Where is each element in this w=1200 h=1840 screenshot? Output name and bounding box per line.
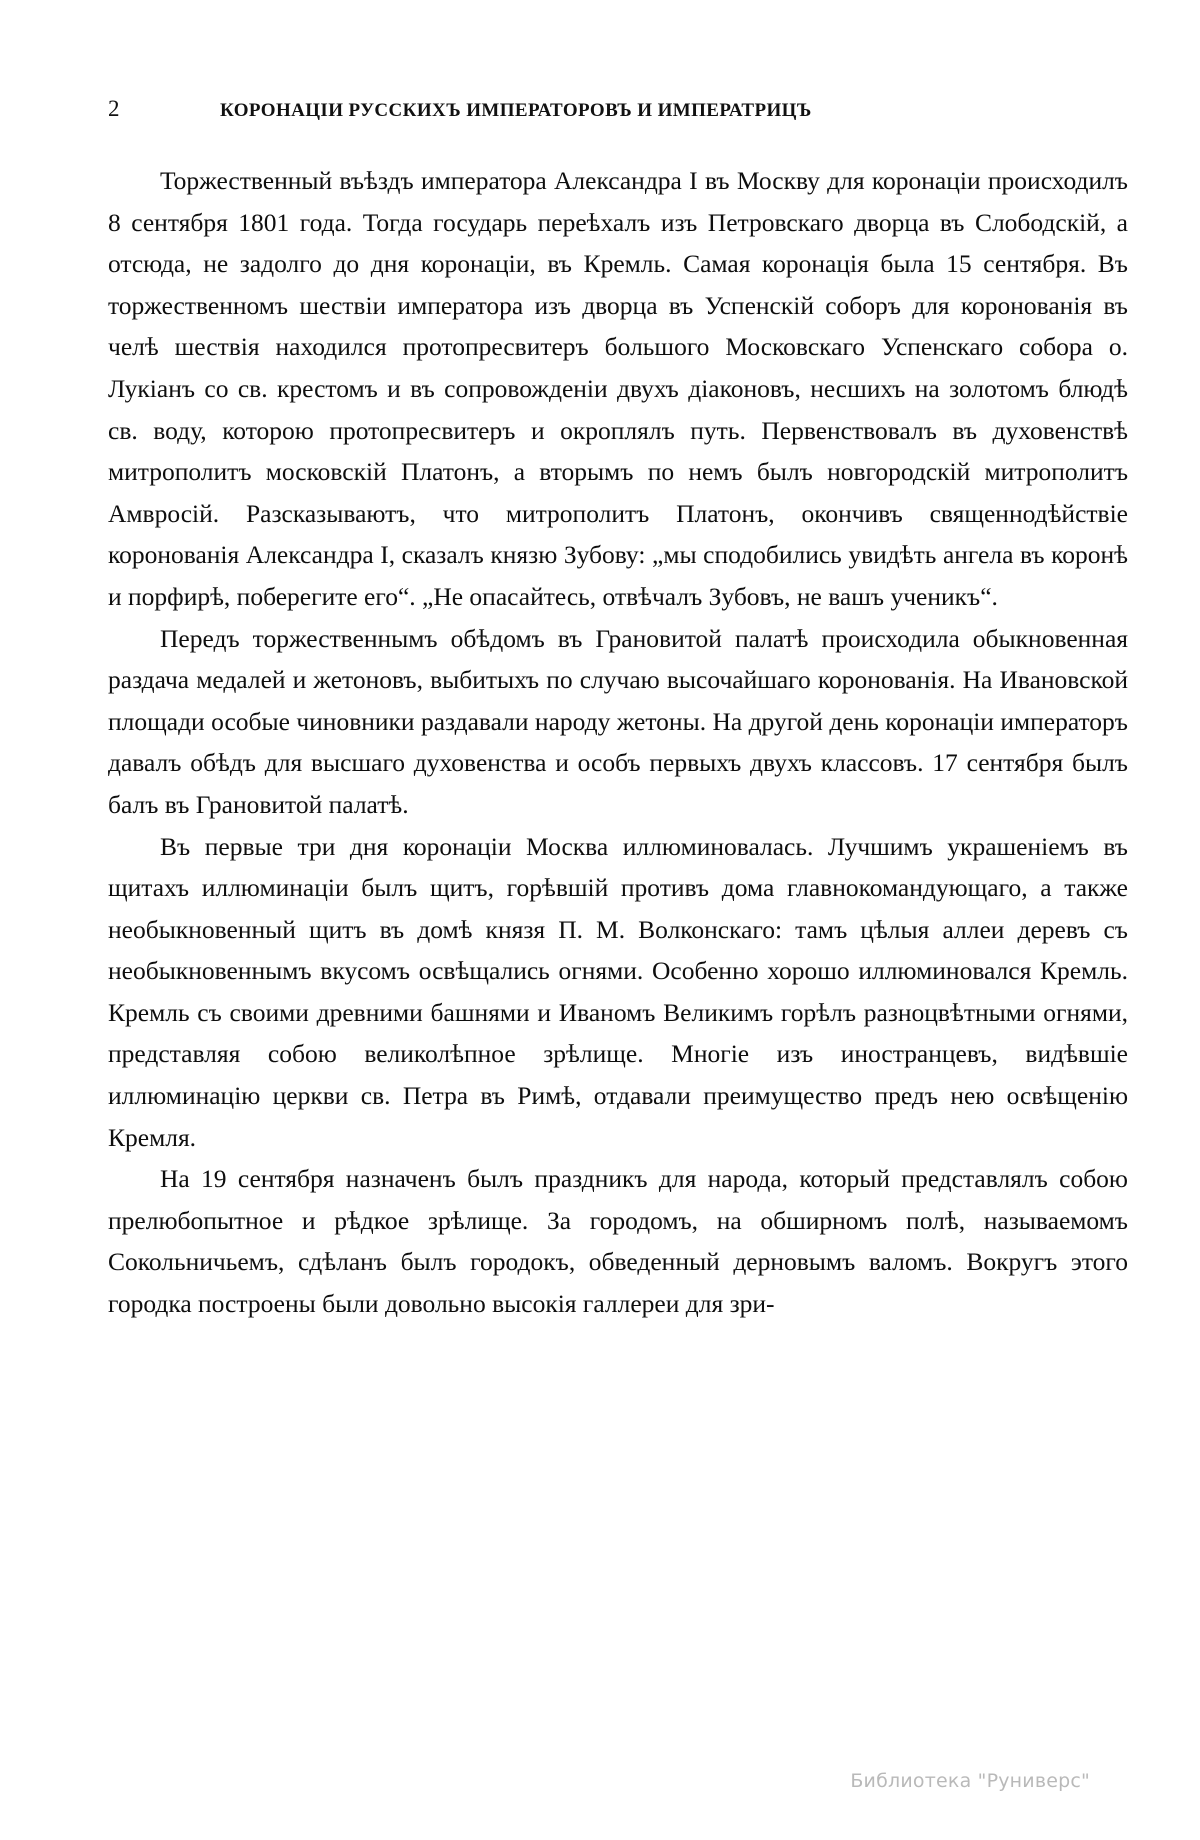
paragraph: Торжественный въѣздъ императора Александра I въ Москву для коронаціи происходилъ 8 сентября 1801 года. Тогда государь переѣхалъ изъ Петровскаго дворца въ Слободскій, а отсюда, не задолго до дня коронаціи, въ Кремль. Самая коронація была 15 сентября. Въ торжественномъ шествіи императора изъ дворца въ Успенскій соборъ для коронованія въ челѣ шествія находился протопресвитеръ большого Московскаго Успенскаго собора о. Лукіанъ со св. крестомъ и въ сопровожденіи двухъ діаконовъ, несшихъ на золотомъ блюдѣ св. воду, которою протопресвитеръ и окроплялъ путь. Первенствовалъ въ духовенствѣ митрополитъ московскій Платонъ, а вторымъ по немъ былъ новгородскій митрополитъ Амвросій. Разсказываютъ, что митрополитъ Платонъ, окончивъ священнодѣйствіе коронованія Александра I, сказалъ князю Зубову: „мы сподобились увидѣть ангела въ коронѣ и порфирѣ, поберегите его“. „Не опасайтесь, отвѣчалъ Зубовъ, не вашъ ученикъ“.	[108, 166, 1128, 611]
page-number: 2	[108, 96, 120, 121]
library-watermark: Библиотека "Руниверс"	[850, 1770, 1090, 1792]
paragraph: На 19 сентября назначенъ былъ праздникъ для народа, который представлялъ собою прелюбопытное и рѣдкое зрѣлище. За городомъ, на обширномъ полѣ, называемомъ Сокольничьемъ, сдѣланъ былъ городокъ, обведенный дерновымъ валомъ. Вокругъ этого городка построены были довольно высокія галлереи для зри-	[108, 1164, 1128, 1319]
page-content	[108, 96, 1128, 1325]
running-head: КОРОНАЦІИ РУССКИХЪ ИМПЕРАТОРОВЪ И ИМПЕРАТРИЦЪ	[220, 100, 812, 121]
page-header	[108, 96, 1128, 122]
paragraph: Передъ торжественнымъ обѣдомъ въ Грановитой палатѣ происходила обыкновенная раздача медалей и жетоновъ, выбитыхъ по случаю высочайшаго коронованія. На Ивановской площади особые чиновники раздавали народу жетоны. На другой день коронаціи императоръ давалъ обѣдъ для высшаго духовенства и особъ первыхъ двухъ классовъ. 17 сентября былъ балъ въ Грановитой палатѣ.	[108, 623, 1128, 819]
paragraph: Въ первые три дня коронаціи Москва иллюминовалась. Лучшимъ украшеніемъ въ щитахъ иллюминаціи былъ щитъ, горѣвшій противъ дома главнокомандующаго, а также необыкновенный щитъ въ домѣ князя П. М. Волконскаго: тамъ цѣлыя аллеи деревъ съ необыкновеннымъ вкусомъ освѣщались огнями. Особенно хорошо иллюминовался Кремль. Кремль съ своими древними башнями и Иваномъ Великимъ горѣлъ разноцвѣтными огнями, представляя собою великолѣпное зрѣлище. Многіе изъ иностранцевъ, видѣвшіе иллюминацію церкви св. Петра въ Римѣ, отдавали преимущество предъ нею освѣщенію Кремля.	[108, 831, 1128, 1152]
body-text	[108, 160, 1128, 1325]
